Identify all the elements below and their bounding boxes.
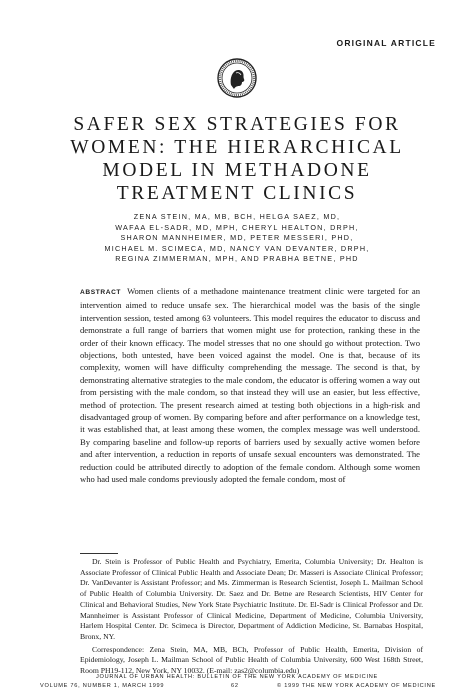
article-type-label: ORIGINAL ARTICLE [336, 38, 436, 48]
title-line: WOMEN: THE HIERARCHICAL [70, 137, 404, 158]
article-title [0, 113, 474, 205]
title-line: MODEL IN METHADONE [102, 160, 372, 181]
abstract [80, 285, 420, 486]
title-line: TREATMENT CLINICS [116, 183, 358, 204]
abstract-label: ABSTRACT [80, 289, 122, 296]
affiliations-footnote: Dr. Stein is Professor of Public Health and Psychiatry, Emerita, Columbia University; Dr. Healton is Associate Professor of Clinical Public Health and Associate Dean; Dr. Masseri is Associate Clinical Professor; Dr. VanDevanter is Assistant Professor; and Ms. Zimmerman is Research Scientist, Joseph L. Mailman School of Public Health of Columbia University. Dr. Saez and Dr. Betne are Research Scientists, HIV Center for Clinical and Behavioral Studies, New York State Psychiatric Institute. Dr. El-Sadr is Clinical Professor and Dr. Mannheimer is Assistant Professor of Clinical Medicine, Department of Medicine, Columbia University, Harlem Hospital Center. Dr. Scimeca is Director, Department of Addiction Medicine, St. Barnabas Hospital, Bronx, NY. [80, 557, 423, 641]
author-list [0, 212, 474, 265]
footnotes [80, 557, 423, 677]
copyright-notice: © 1999 THE NEW YORK ACADEMY OF MEDICINE [277, 683, 436, 689]
abstract-text: Women clients of a methadone maintenance treatment clinic were targeted for an intervention aimed to reduce unsafe sex. The hierarchical model was the basis of the single intervention session, tested among 63 volunteers. This model requires the educator to discuss and demonstrate a full range of barriers that women might use for protection, ranking these in the order of their known efficacy. The model stresses that no one should go without protection. Two objections, both untested, have been voiced against the model. One is that, because of its complexity, women will have difficulty comprehending the message. The second is that, by demonstrating alternative strategies to the male condom, the educator is offering women a way out from persisting with the male condom, so that instead they will use an easier, but less effective, method of protection. The present research aimed at testing both objections in a high-risk and disadvantaged group of women. By comparing before and after performance on a knowledge test, it was established that, at least among these women, the complex message was well understood. By comparing baseline and follow-up reports of barriers used by sexually active women before and after intervention, a reduction in reports of unsafe sexual encounters was demonstrated. The reduction could be attributed directly to adoption of the female condom. Although some women who had used male condoms previously adopted the female condom, most of [80, 286, 420, 485]
volume-info: VOLUME 76, NUMBER 1, MARCH 1999 [40, 683, 165, 689]
author-line: SHARON MANNHEIMER, MD, PETER MESSERI, PHD, [120, 233, 354, 243]
footnote-divider [80, 553, 118, 554]
page-number: 62 [231, 683, 239, 689]
author-line: ZENA STEIN, MA, MB, BCH, HELGA SAEZ, MD, [133, 212, 341, 221]
correspondence-footnote: Correspondence: Zena Stein, MA, MB, BCh, Professor of Public Health, Emerita, Division of Epidemiology, Joseph L. Mailman School of Public Health of Columbia University, 600 West 168th Street, Room PH19-112, New York, NY 10032. (E-mail: zas2@columbia.edu) [80, 644, 423, 676]
journal-name: JOURNAL OF URBAN HEALTH: BULLETIN OF THE NEW YORK ACADEMY OF MEDICINE [95, 674, 379, 680]
nyam-seal-icon [217, 58, 257, 98]
author-line: MICHAEL M. SCIMECA, MD, NANCY VAN DEVANTER, DRPH, [104, 243, 370, 253]
author-line: WAFAA EL-SADR, MD, MPH, CHERYL HEALTON, DRPH, [115, 222, 359, 232]
title-line: SAFER SEX STRATEGIES FOR [73, 114, 401, 135]
author-line: REGINA ZIMMERMAN, MPH, AND PRABHA BETNE, PHD [115, 254, 359, 264]
